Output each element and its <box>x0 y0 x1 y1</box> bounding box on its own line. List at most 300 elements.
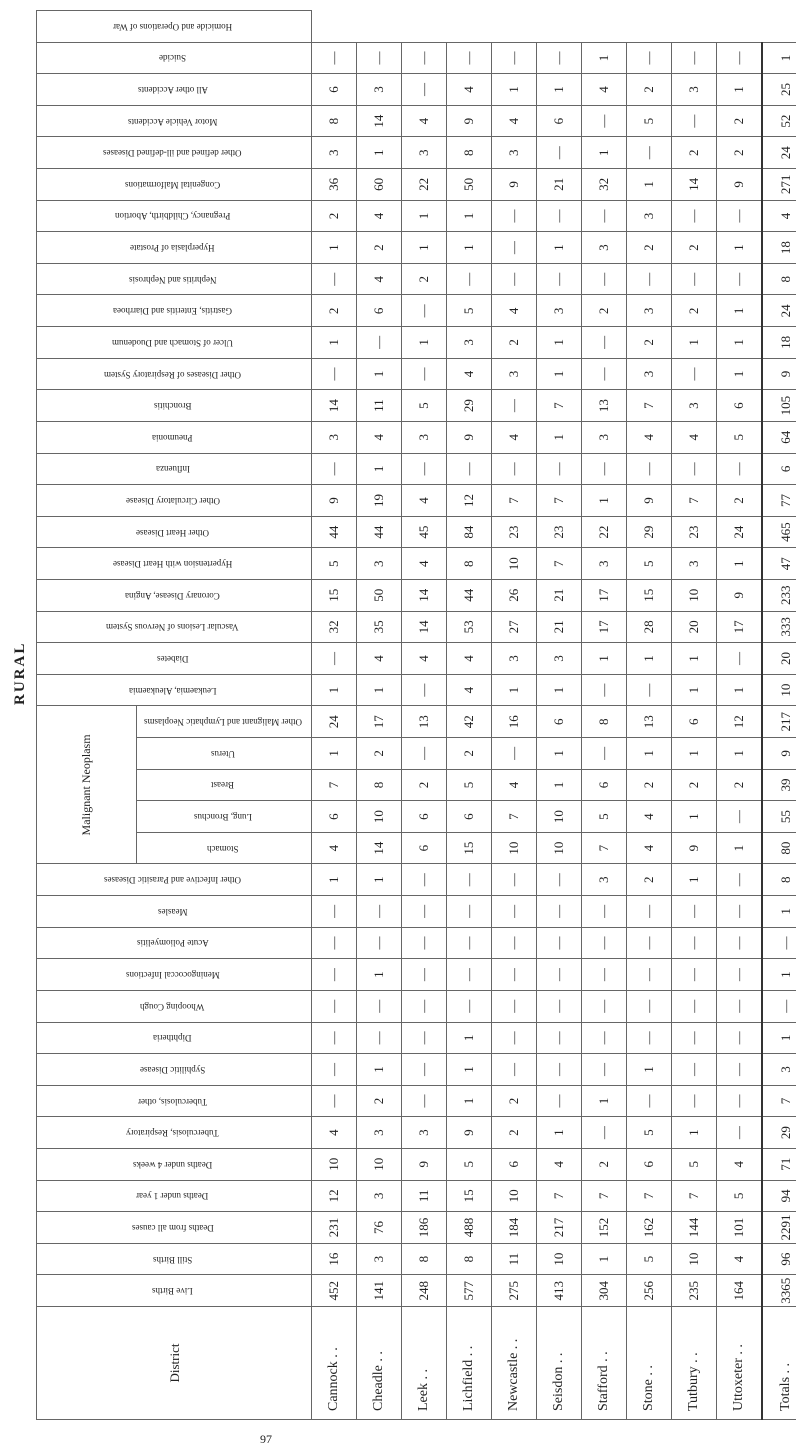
table-cell: — <box>492 453 537 485</box>
table-cell: 6 <box>312 801 357 833</box>
table-cell: — <box>717 1054 763 1086</box>
table-cell: 3 <box>402 137 447 169</box>
table-cell: 1 <box>762 896 796 928</box>
table-cell: 7 <box>582 832 627 864</box>
table-cell: — <box>582 927 627 959</box>
table-cell: 23 <box>537 516 582 548</box>
table-cell: 1 <box>762 42 796 74</box>
table-cell: 2 <box>492 1117 537 1149</box>
table-cell: 1 <box>717 327 763 359</box>
table-cell: 3 <box>357 74 402 106</box>
table-cell: 8 <box>582 706 627 738</box>
table-cell: 94 <box>762 1180 796 1212</box>
table-cell: 9 <box>447 1117 492 1149</box>
table-row <box>402 11 447 1420</box>
table-cell: 5 <box>717 1180 763 1212</box>
table-cell: 10 <box>492 1180 537 1212</box>
table-cell: 10 <box>672 579 717 611</box>
table-cell: 1 <box>537 1117 582 1149</box>
table-cell: 52 <box>762 105 796 137</box>
table-cell: 1 <box>627 169 672 201</box>
table-cell: 1 <box>717 232 763 264</box>
table-cell: — <box>672 927 717 959</box>
column-header: Homicide and Operations of War <box>37 11 312 43</box>
table-cell: — <box>492 864 537 896</box>
district-name: Cannock . . <box>312 1307 357 1420</box>
table-cell: — <box>492 232 537 264</box>
table-cell: — <box>357 927 402 959</box>
table-cell: 2 <box>627 327 672 359</box>
column-header: Other Infective and Parasitic Diseases <box>37 864 312 896</box>
table-cell: — <box>492 200 537 232</box>
table-cell: 1 <box>312 738 357 770</box>
table-cell: 3 <box>672 390 717 422</box>
table-cell: 4 <box>402 485 447 517</box>
table-cell: 1 <box>582 643 627 675</box>
table-cell: 28 <box>627 611 672 643</box>
table-cell: 3 <box>402 1117 447 1149</box>
table-cell: — <box>627 453 672 485</box>
table-cell: — <box>537 200 582 232</box>
table-cell: — <box>717 864 763 896</box>
column-header: Uterus <box>137 738 312 770</box>
totals-row <box>762 11 796 1420</box>
table-cell: 15 <box>447 1180 492 1212</box>
table-cell: 4 <box>447 674 492 706</box>
table-cell: 4 <box>672 421 717 453</box>
table-cell: 4 <box>402 643 447 675</box>
table-cell: 488 <box>447 1212 492 1244</box>
table-cell: — <box>492 1054 537 1086</box>
table-cell: — <box>447 42 492 74</box>
table-cell: 1 <box>447 1022 492 1054</box>
column-header: Whooping Cough <box>37 990 312 1022</box>
table-cell: 2 <box>717 485 763 517</box>
table-cell: 64 <box>762 421 796 453</box>
table-cell: 1 <box>582 1085 627 1117</box>
table-cell: — <box>357 42 402 74</box>
table-cell: 1 <box>582 137 627 169</box>
table-cell: 1 <box>447 1054 492 1086</box>
table-cell: 162 <box>627 1212 672 1244</box>
table-cell: 5 <box>717 421 763 453</box>
table-cell: 3 <box>672 74 717 106</box>
table-cell: 8 <box>447 548 492 580</box>
table-cell: 20 <box>762 643 796 675</box>
table-cell: — <box>402 453 447 485</box>
table-cell: — <box>312 990 357 1022</box>
column-header: Leukaemia, Aleukaemia <box>37 674 312 706</box>
table-cell: — <box>492 738 537 770</box>
table-cell: 4 <box>357 263 402 295</box>
table-cell: 1 <box>672 674 717 706</box>
table-cell: 27 <box>492 611 537 643</box>
table-cell: 2 <box>582 1148 627 1180</box>
table-cell: 105 <box>762 390 796 422</box>
table-cell: 3 <box>582 864 627 896</box>
table-cell: — <box>402 738 447 770</box>
table-cell: 1 <box>672 864 717 896</box>
table-cell: 14 <box>402 611 447 643</box>
table-cell: 4 <box>402 548 447 580</box>
table-cell: 10 <box>492 832 537 864</box>
table-cell: — <box>627 1085 672 1117</box>
column-header: Still Births <box>37 1243 312 1275</box>
column-header: Breast <box>137 769 312 801</box>
table-cell: 8 <box>357 769 402 801</box>
table-cell: 186 <box>402 1212 447 1244</box>
table-cell: — <box>717 1022 763 1054</box>
table-cell: 2 <box>672 295 717 327</box>
district-name: Lichfield . . <box>447 1307 492 1420</box>
table-cell: 3 <box>672 548 717 580</box>
table-cell: — <box>627 1022 672 1054</box>
column-header: Other defined and ill-defined Diseases <box>37 137 312 169</box>
table-cell: 1 <box>672 1117 717 1149</box>
table-cell: 4 <box>402 105 447 137</box>
table-cell: 2 <box>312 200 357 232</box>
table-cell: — <box>717 927 763 959</box>
table-cell: — <box>627 263 672 295</box>
table-cell: 3365 <box>762 1275 796 1307</box>
table-cell: 5 <box>627 105 672 137</box>
table-cell: 1 <box>357 1054 402 1086</box>
table-cell: — <box>717 42 763 74</box>
table-cell: — <box>402 42 447 74</box>
table-cell: 4 <box>492 295 537 327</box>
table-cell: 1 <box>582 485 627 517</box>
table-cell: — <box>447 990 492 1022</box>
table-cell: 7 <box>672 1180 717 1212</box>
table-cell: 1 <box>537 232 582 264</box>
table-cell: 1 <box>357 453 402 485</box>
table-cell: 1 <box>357 864 402 896</box>
table-cell: — <box>357 1022 402 1054</box>
column-header: Measles <box>37 896 312 928</box>
table-cell: 6 <box>717 390 763 422</box>
table-cell: 3 <box>447 327 492 359</box>
table-cell: 6 <box>402 832 447 864</box>
table-cell: 20 <box>672 611 717 643</box>
table-cell: 577 <box>447 1275 492 1307</box>
table-cell: — <box>312 42 357 74</box>
table-cell: 32 <box>582 169 627 201</box>
table-row <box>312 11 357 1420</box>
table-cell: — <box>582 1117 627 1149</box>
page-title: RURAL <box>12 641 28 705</box>
table-cell: 1 <box>492 74 537 106</box>
table-cell: 1 <box>357 959 402 991</box>
table-cell: 15 <box>627 579 672 611</box>
table-cell: 9 <box>717 579 763 611</box>
column-header: Tuberculosis, Respiratory <box>37 1117 312 1149</box>
table-cell: — <box>717 263 763 295</box>
table-cell: — <box>447 927 492 959</box>
table-cell: 6 <box>672 706 717 738</box>
table-cell: 9 <box>762 358 796 390</box>
table-cell: 1 <box>537 421 582 453</box>
table-cell: 2 <box>492 327 537 359</box>
table-cell: 3 <box>312 421 357 453</box>
table-cell: 1 <box>537 327 582 359</box>
table-cell: 36 <box>312 169 357 201</box>
table-cell: 9 <box>492 169 537 201</box>
table-cell: 1 <box>717 295 763 327</box>
table-cell: 4 <box>537 1148 582 1180</box>
table-cell: 3 <box>582 548 627 580</box>
table-cell: 5 <box>582 801 627 833</box>
table-cell: 12 <box>447 485 492 517</box>
table-cell: 6 <box>627 1148 672 1180</box>
table-cell: 1 <box>537 769 582 801</box>
table-cell: 77 <box>762 485 796 517</box>
table-row <box>582 11 627 1420</box>
table-cell: 17 <box>582 611 627 643</box>
column-header: Nephritis and Nephrosis <box>37 263 312 295</box>
table-cell: — <box>672 263 717 295</box>
table-cell: 217 <box>762 706 796 738</box>
table-cell: — <box>492 896 537 928</box>
table-cell: 7 <box>537 548 582 580</box>
table-row <box>492 11 537 1420</box>
column-header: Pregnancy, Childbirth, Abortion <box>37 200 312 232</box>
table-cell: 9 <box>447 105 492 137</box>
table-cell: — <box>582 263 627 295</box>
table-cell: — <box>582 674 627 706</box>
table-cell: 4 <box>447 643 492 675</box>
table-cell: 6 <box>762 453 796 485</box>
table-cell: 47 <box>762 548 796 580</box>
table-cell: — <box>717 990 763 1022</box>
table-cell: 1 <box>402 327 447 359</box>
table-cell: — <box>762 990 796 1022</box>
table-cell: 39 <box>762 769 796 801</box>
table-cell: 1 <box>717 358 763 390</box>
table-cell: 1 <box>402 232 447 264</box>
table-cell: 14 <box>672 169 717 201</box>
table-cell: 4 <box>312 832 357 864</box>
table-row <box>717 11 763 1420</box>
table-row <box>627 11 672 1420</box>
table-cell: — <box>627 674 672 706</box>
table-cell: 24 <box>717 516 763 548</box>
table-cell: — <box>447 896 492 928</box>
table-cell: 4 <box>357 200 402 232</box>
table-cell: — <box>402 674 447 706</box>
table-cell: — <box>627 896 672 928</box>
table-cell: 1 <box>672 327 717 359</box>
table-cell: — <box>672 358 717 390</box>
table-cell: 3 <box>492 643 537 675</box>
column-header: Suicide <box>37 42 312 74</box>
table-cell: 76 <box>357 1212 402 1244</box>
table-cell: — <box>582 453 627 485</box>
column-header: Hypertension with Heart Disease <box>37 548 312 580</box>
table-cell: 17 <box>717 611 763 643</box>
table-cell: — <box>672 990 717 1022</box>
table-cell: — <box>537 1022 582 1054</box>
table-cell: 4 <box>627 421 672 453</box>
table-cell: — <box>762 927 796 959</box>
table-row <box>447 11 492 1420</box>
table-cell: — <box>492 990 537 1022</box>
table-cell: 6 <box>537 706 582 738</box>
table-cell: 1 <box>402 200 447 232</box>
column-header: Lung, Bronchus <box>137 801 312 833</box>
table-cell: 1 <box>447 232 492 264</box>
table-cell: 4 <box>582 74 627 106</box>
table-cell: 3 <box>357 1180 402 1212</box>
column-header: Diabetes <box>37 643 312 675</box>
table-cell: 2 <box>492 1085 537 1117</box>
table-cell: 3 <box>312 137 357 169</box>
table-cell: 1 <box>627 738 672 770</box>
table-cell: — <box>582 200 627 232</box>
table-cell: — <box>402 1054 447 1086</box>
column-header: Bronchitis <box>37 390 312 422</box>
table-cell: 80 <box>762 832 796 864</box>
table-cell: 9 <box>672 832 717 864</box>
table-cell: 84 <box>447 516 492 548</box>
table-cell: — <box>717 1117 763 1149</box>
table-cell: 4 <box>447 74 492 106</box>
table-cell: — <box>582 105 627 137</box>
column-header: Hyperplasia of Prostate <box>37 232 312 264</box>
table-cell: 14 <box>357 105 402 137</box>
table-cell: — <box>672 1054 717 1086</box>
table-cell: — <box>537 864 582 896</box>
table-cell: — <box>402 990 447 1022</box>
table-cell: — <box>492 263 537 295</box>
column-header: Deaths from all causes <box>37 1212 312 1244</box>
table-cell: 1 <box>762 1022 796 1054</box>
table-row <box>537 11 582 1420</box>
column-header: Other Circulatory Disease <box>37 485 312 517</box>
table-cell: 217 <box>537 1212 582 1244</box>
table-cell: — <box>672 1022 717 1054</box>
column-header: Gastritis, Enteritis and Diarrhoea <box>37 295 312 327</box>
table-cell: 2 <box>582 295 627 327</box>
table-cell: 7 <box>492 485 537 517</box>
table-cell: 6 <box>537 105 582 137</box>
table-cell: 144 <box>672 1212 717 1244</box>
table-cell: 4 <box>627 832 672 864</box>
table-cell: 53 <box>447 611 492 643</box>
table-cell: 3 <box>762 1054 796 1086</box>
table-cell: 233 <box>762 579 796 611</box>
district-name: Cheadle . . <box>357 1307 402 1420</box>
table-cell: 11 <box>402 1180 447 1212</box>
table-cell: 4 <box>492 769 537 801</box>
table-cell: 6 <box>447 801 492 833</box>
district-header: District <box>37 1307 312 1420</box>
mortality-table <box>36 10 796 1420</box>
column-header: Acute Poliomyelitis <box>37 927 312 959</box>
table-cell: 21 <box>537 169 582 201</box>
table-cell: — <box>312 643 357 675</box>
table-body <box>312 11 797 1420</box>
table-cell: 10 <box>537 1243 582 1275</box>
table-cell: 248 <box>402 1275 447 1307</box>
table-cell: 3 <box>402 421 447 453</box>
table-cell: 2 <box>627 864 672 896</box>
column-header: Deaths under 1 year <box>37 1180 312 1212</box>
table-cell: 1 <box>537 674 582 706</box>
table-cell: 465 <box>762 516 796 548</box>
table-cell: 4 <box>357 421 402 453</box>
table-cell: 2 <box>717 105 763 137</box>
table-cell: — <box>582 738 627 770</box>
column-header: Other Heart Disease <box>37 516 312 548</box>
table-cell: 8 <box>402 1243 447 1275</box>
table-cell: 3 <box>582 421 627 453</box>
table-cell: 6 <box>492 1148 537 1180</box>
column-header: Pneumonia <box>37 421 312 453</box>
table-cell: 10 <box>492 548 537 580</box>
table-cell: 13 <box>582 390 627 422</box>
table-cell: 5 <box>447 1148 492 1180</box>
table-cell: — <box>717 200 763 232</box>
table-cell: — <box>672 200 717 232</box>
table-cell: 6 <box>402 801 447 833</box>
table-cell: 32 <box>312 611 357 643</box>
table-cell: 7 <box>627 1180 672 1212</box>
table-cell: — <box>717 959 763 991</box>
table-cell: 7 <box>672 485 717 517</box>
table-cell: — <box>492 1022 537 1054</box>
district-name: Tutbury . . <box>672 1307 717 1420</box>
table-cell: — <box>357 990 402 1022</box>
table-cell: — <box>717 1085 763 1117</box>
header-row <box>37 11 137 1420</box>
table-cell: 45 <box>402 516 447 548</box>
table-cell: — <box>312 1022 357 1054</box>
table-cell: — <box>672 42 717 74</box>
column-header: Tuberculosis, other <box>37 1085 312 1117</box>
table-cell: — <box>402 358 447 390</box>
table-cell: 452 <box>312 1275 357 1307</box>
column-header: Vascular Lesions of Nervous System <box>37 611 312 643</box>
column-header: Ulcer of Stomach and Duodenum <box>37 327 312 359</box>
table-cell: — <box>537 263 582 295</box>
table-cell: 23 <box>492 516 537 548</box>
table-cell: — <box>717 896 763 928</box>
table-cell: 1 <box>582 42 627 74</box>
table-cell: — <box>537 453 582 485</box>
table-cell: 1 <box>717 548 763 580</box>
table-cell: 2 <box>627 74 672 106</box>
table-cell: 3 <box>492 137 537 169</box>
table-cell: — <box>627 959 672 991</box>
table-cell: 4 <box>627 801 672 833</box>
table-cell: — <box>492 390 537 422</box>
table-cell: 11 <box>492 1243 537 1275</box>
table-cell: — <box>357 327 402 359</box>
table-cell: — <box>627 927 672 959</box>
table-cell: 9 <box>762 738 796 770</box>
table-cell: 1 <box>312 232 357 264</box>
table-cell: 1 <box>537 738 582 770</box>
table-cell: 25 <box>762 74 796 106</box>
table-cell: 29 <box>762 1117 796 1149</box>
table-cell: — <box>582 358 627 390</box>
district-name: Totals . . <box>762 1307 796 1420</box>
table-cell: 14 <box>402 579 447 611</box>
table-cell: 23 <box>672 516 717 548</box>
table-cell: — <box>672 1085 717 1117</box>
table-cell: 6 <box>312 74 357 106</box>
table-cell: 96 <box>762 1243 796 1275</box>
